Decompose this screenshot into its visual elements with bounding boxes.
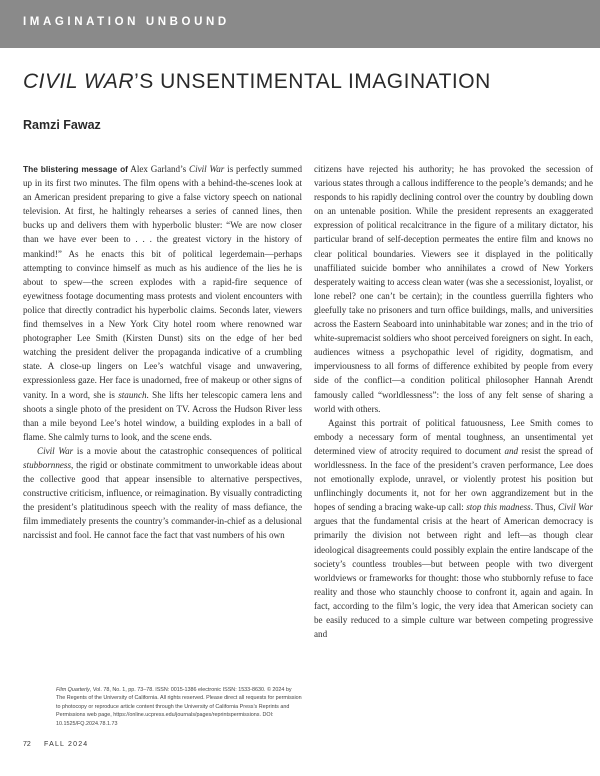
paragraph-4 <box>314 416 593 642</box>
emphasis: and <box>504 445 519 456</box>
copyright-footnote <box>56 686 302 728</box>
paragraph-3: citizens have rejected his authority; he has provoked the secession of various states through a callous indifference to the people’s demands; and he responds to his rapidly declining control over the country by doubling down on an untenable position. While the president represents an exaggerated expression of political recalcitrance in the figure of a military dictator, his particular brand of self-deception permeates the entire film and knows no clear political boundaries. Viewers see it displayed in the politically unaffiliated suicide bomber who annihilates a crowd of New Yorkers desperately waiting to access clean water (was she a secessionist, loyalist, or lone rebel? one can’t be certain); in the countless guerrilla fighters who gleefully take no prisoners and turn office buildings, malls, and universities across the Eastern Seaboard into uninhabitable war zones; and in the trio of white-supremacist soldiers who shoot perceived foreigners on sight. In each, audiences witness a psychopathic level of rigidity, dogmatism, and imperviousness to all forms of difference exhibited by people from every side of the conflict—a condition political philosopher Hannah Arendt famously called “worldlessness”: the loss of any felt sense of sharing a world with others. <box>314 164 593 414</box>
text-run: . Thus, <box>530 502 559 513</box>
body-column-left <box>23 162 302 543</box>
film-title: Civil War <box>558 502 594 513</box>
paragraph-2 <box>23 444 302 543</box>
issue-label: FALL 2024 <box>44 741 89 748</box>
author-name: Ramzi Fawaz <box>23 118 101 132</box>
article-title <box>23 70 583 94</box>
section-label: IMAGINATION UNBOUND <box>23 16 230 28</box>
text-run: is a movie about the catastrophic consequences of political <box>73 445 303 456</box>
journal-name: Film Quarterly <box>56 687 90 693</box>
text-run: resist the spread of worldlessness. In the face of the president’s craven performance, Lee does not emotionally explode, unravel, or violently protest his position but unflinchingly documents it, not for her own aggrandizement but in the hopes of sending a bracing wake-up call: <box>314 445 593 513</box>
text-run: is perfectly summed up in its first two minutes. The film opens with a behind-the-scenes look at an American president preparing to give a false victory speech on national television. At first, he haltingly rehearses a series of canned lines, then bucks up and delivers them with hyperbolic bluster: “We are now closer than we have ever been to . . . the greatest victory in the history of mankind!” As he enacts this bit of political legerdemain—perhaps attempting to convince himself as much as his audience of the lies he is about to spew—the screen explodes with a rapid-fire sequence of eyewitness footage documenting mass protests and violent encounters with police that directly contradict his hyperbolic claims. Seconds later, viewers find themselves in a New York City hotel room where renowned war photographer Lee Smith (Kirsten Dunst) sits on the edge of her bed watching the president deliver the propaganda indicative of a crumbling state. A close-up lingers on Lee’s watchful visage and unwavering, expressionless gaze. Her face is unadorned, free of makeup or other signs of vanity. In a word, she is <box>23 164 303 400</box>
body-column-right <box>314 162 593 641</box>
page-number: 72 <box>23 741 31 748</box>
text-run: argues that the fundamental crisis at the heart of American democracy is primarily the division not between right and left—as though clear ideological disagreements could possibly explain the entire landscape of the society’s countless troubles—but between people with two divergent worldviews or frameworks for thought: those who stubbornly refuse to face reality and those who staunchly choose to confront it, again and again. In fact, according to the film’s logic, the very idea that American society can be easily reduced to a simple culture war between competing progressive and <box>314 516 593 640</box>
section-banner <box>0 0 600 48</box>
text-run: . She lifts her telescopic camera lens and shoots a single photo of the president on TV. Across the Hudson River less than a mile beyond Lee’s hotel window, a building explodes in a ball of flame. She calmly turns to look, and the scene ends. <box>23 389 302 442</box>
emphasis: stop this madness <box>466 502 531 513</box>
footnote-text: , Vol. 78, No. 1, pp. 73–78. ISSN: 0015-1386 electronic ISSN: 1533-8630. © 2024 by The Regents of the University of California. All rights reserved. Please direct all requests for permission to photocopy or reproduce article content through the University of California Press’s Reprints and Permissions web page, https://online.ucpress.edu/journals/pages/reprintspermissions. DOI: 10.1525/FQ.2024.78.1.73 <box>56 687 302 727</box>
paragraph-1 <box>23 162 302 444</box>
article-title-rest: ’S UNSENTIMENTAL IMAGINATION <box>134 70 491 93</box>
emphasis: stubbornness <box>23 459 71 470</box>
text-run: Against this portrait of political fatuousness, Lee Smith comes to embody a necessary form of mental toughness, an unsentimental yet determined view of atrocity required to document <box>314 417 593 456</box>
emphasis: staunch <box>118 389 147 400</box>
film-title: Civil War <box>189 164 225 174</box>
text-run: , the rigid or obstinate commitment to unworkable ideas about the collective good that appear insensible to alternative perspectives, constructive criticism, influence, or reimagination. By visually contradicting the president’s platitudinous speech with the reality of mass defiance, the film immediately presents the country’s commander-in-chief as a delusional narcissist and fool. He cannot face the fact that vast numbers of his own <box>23 459 302 541</box>
lead-in: The blistering message of <box>23 164 128 174</box>
film-title: Civil War <box>37 445 74 456</box>
article-title-film: CIVIL WAR <box>23 70 135 93</box>
text-run: Alex Garland’s <box>127 164 189 174</box>
